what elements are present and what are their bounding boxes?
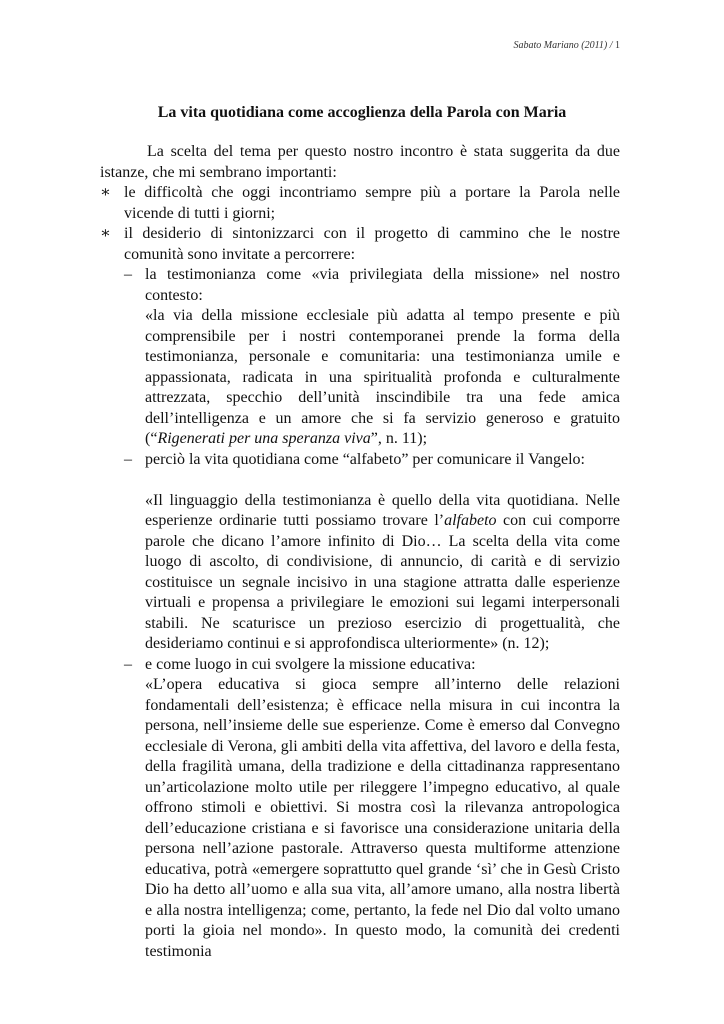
dash-text: perciò la vita quotidiana come “alfabeto” per comunicare il Vangelo: xyxy=(145,450,585,468)
dash-marker: – xyxy=(124,450,132,468)
quote-text: «Il linguaggio della testimonianza è quello della vita quotidiana. Nelle esperienze ordinarie tutti possiamo trovare l’ xyxy=(145,491,620,529)
bullet-text: le difficoltà che oggi incontriamo sempre più a portare la Parola nelle vicende di tutti i giorni; xyxy=(124,184,620,222)
intro-paragraph: La scelta del tema per questo nostro incontro è stata suggerita da due istanze, che mi sembrano importanti: xyxy=(100,143,620,181)
quote-text-end: con cui comporre parole che dicano l’amore infinito di Dio… La scelta della vita come luogo di ascolto, di condivisione, di annuncio, di carità e di servizio costituisce un segnale incisivo in una stagione attratta dalle esperienze virtuali e propensa a privilegiare le emozioni sui legami interpersonali stabili. Ne scaturisce un prezioso esercizio di progettualità, che desideriamo continui e si approfondisca ulteriormente» (n. 12); xyxy=(145,512,621,652)
quote-text: «la via della missione ecclesiale più adatta al tempo presente e più comprensibile per i nostri contemporanei prende la forma della testimonianza, personale e comunitaria: una testimonianza umile e appassionata, radicata in una spiritualità profonda e culturalmente attrezzata, specchio dell’unità inscindibile tra una fede amica dell’intelligenza e un amore che si fa servizio generoso e gratuito (“ xyxy=(145,307,620,447)
quote-italic-title: Rigenerati per una speranza viva xyxy=(157,430,371,447)
document-title: La vita quotidiana come accoglienza della Parola con Maria xyxy=(157,104,567,121)
dash-text: e come luogo in cui svolgere la missione educativa: xyxy=(145,655,476,673)
bullet-text: il desiderio di sintonizzarci con il progetto di cammino che le nostre comunità sono invitate a percorrere: xyxy=(124,225,620,263)
bullet-item xyxy=(100,224,620,265)
header-text: Sabato Mariano (2011) xyxy=(513,40,608,51)
document-body xyxy=(100,142,620,962)
dash-item xyxy=(100,655,620,676)
dash-item xyxy=(100,265,620,306)
header-separator: / xyxy=(607,40,615,51)
quote-paragraph xyxy=(100,491,620,655)
dash-marker: – xyxy=(124,655,132,673)
dash-marker: – xyxy=(124,266,132,283)
blank-line xyxy=(100,470,620,491)
running-header xyxy=(514,40,620,51)
dash-text: la testimonianza come «via privilegiata della missione» nel nostro contesto: xyxy=(145,266,620,304)
page-number: 1 xyxy=(615,40,620,51)
bullet-marker: ∗ xyxy=(100,184,111,201)
dash-item xyxy=(100,450,620,471)
bullet-item xyxy=(100,183,620,224)
quote-paragraph: «L’opera educativa si gioca sempre all’interno delle relazioni fondamentali dell’esistenza; è efficace nella misura in cui incontra la persona, nell’insieme delle sue esperienze. Come è emerso dal Convegno ecclesiale di Verona, gli ambiti della vita affettiva, del lavoro e della festa, della fragilità umana, della tradizione e della cittadinanza rappresentano un’articolazione molto utile per rileggere l’impegno educativo, al quale offrono stimoli e obiettivi. Si mostra così la rilevanza antropologica dell’educazione cristiana e si favorisce una considerazione unitaria della persona nell’azione pastorale. Attraverso questa multiforme attenzione educativa, potrà «emergere soprattutto quel grande ‘sì’ che in Gesù Cristo Dio ha detto all’uomo e alla sua vita, all’amore umano, alla nostra libertà e alla nostra intelligenza; come, pertanto, la fede nel Dio dal volto umano porti la gioia nel mondo». In questo modo, la comunità dei credenti testimonia xyxy=(145,676,620,960)
quote-paragraph xyxy=(100,306,620,450)
quote-text-end: ”, n. 11); xyxy=(370,430,428,447)
quote-italic-word: alfabeto xyxy=(444,512,497,529)
bullet-marker: ∗ xyxy=(100,225,111,242)
